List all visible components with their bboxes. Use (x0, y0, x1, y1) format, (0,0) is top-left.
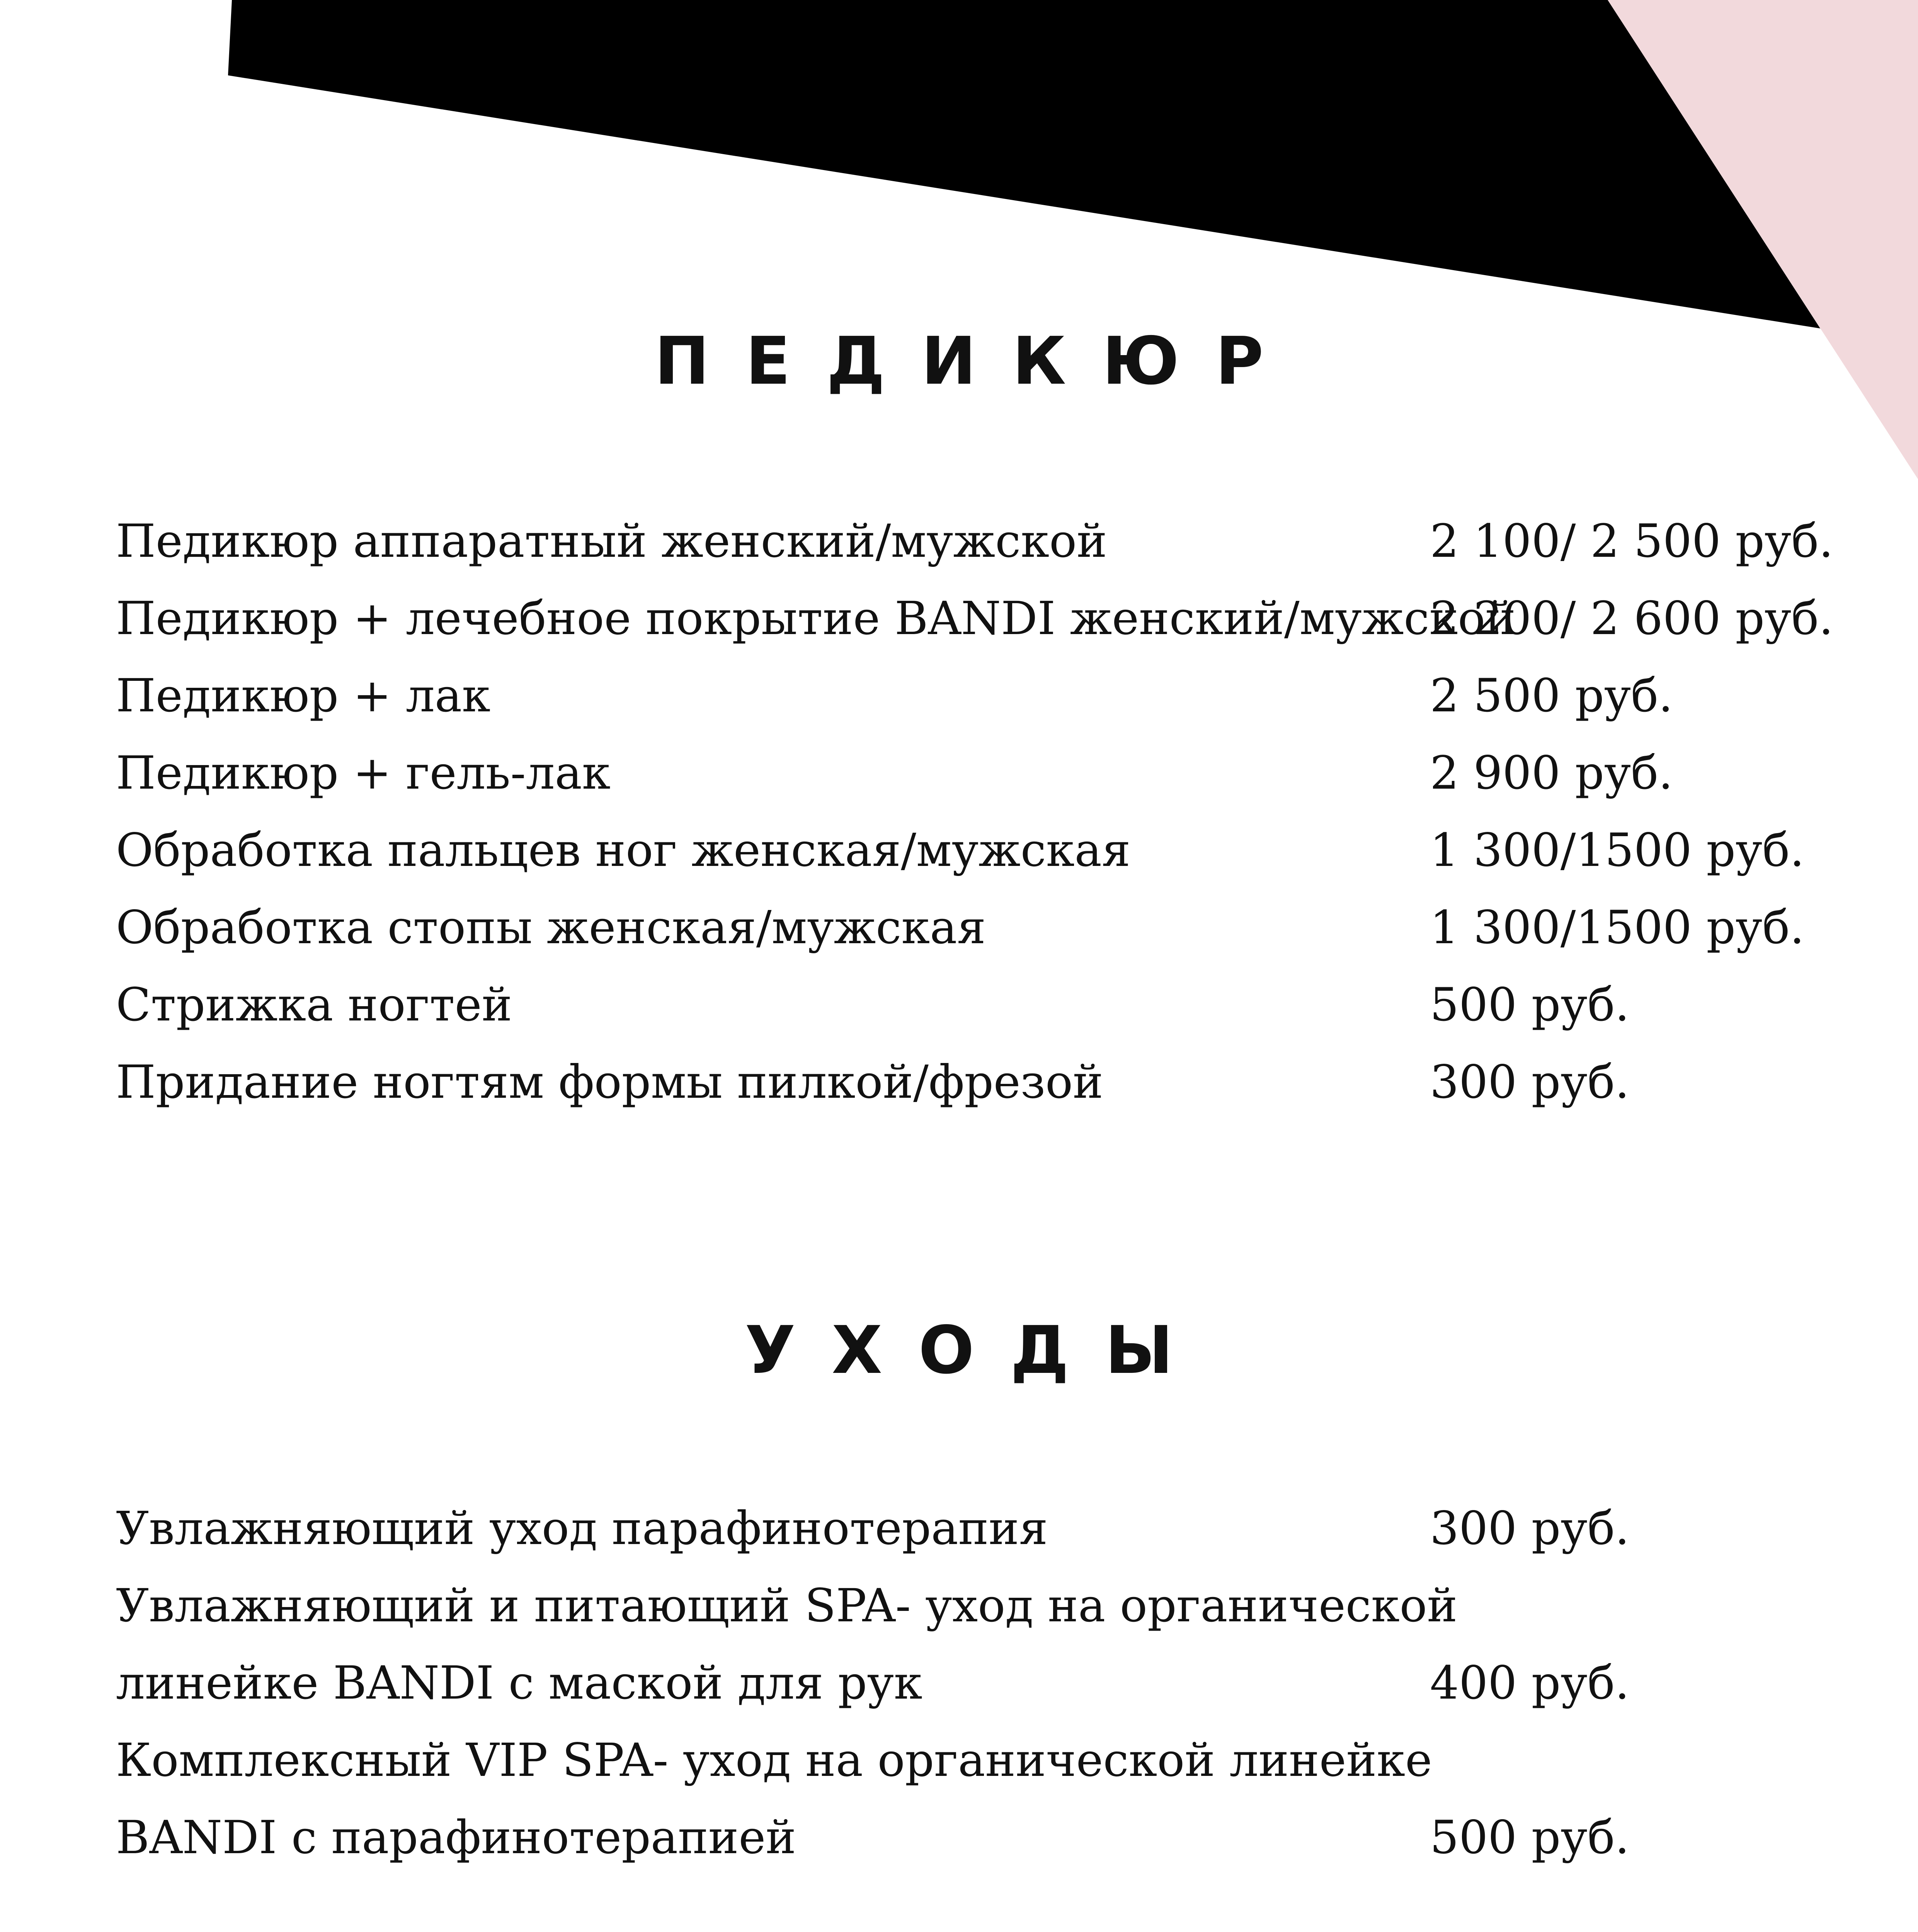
service-name: Стрижка ногтей (116, 978, 512, 1031)
list-item (116, 657, 1816, 734)
service-price: 500 руб. (1430, 978, 1630, 1031)
service-name: Педикюр + гель-лак (116, 746, 611, 799)
list-item (116, 734, 1816, 811)
care-heading: УХОДЫ (745, 1312, 1210, 1389)
care-price-list (116, 1490, 1816, 1876)
service-price: 2 500 руб. (1430, 669, 1673, 722)
service-name: Педикюр + лечебное покрытие BANDI женский/мужской (116, 592, 1516, 645)
service-price: 2 100/ 2 500 руб. (1430, 514, 1833, 568)
service-price: 2 900 руб. (1430, 746, 1673, 799)
list-item (116, 1490, 1816, 1567)
service-price: 500 руб. (1430, 1811, 1630, 1864)
service-price: 300 руб. (1430, 1055, 1630, 1109)
service-name: Придание ногтям формы пилкой/фрезой (116, 1055, 1103, 1109)
list-item (116, 811, 1816, 889)
service-name: Комплексный VIP SPA- уход на органической линейке (116, 1733, 1432, 1787)
service-name: Обработка стопы женская/мужская (116, 901, 986, 954)
service-name: BANDI с парафинотерапией (116, 1811, 796, 1864)
pedicure-heading: ПЕДИКЮР (654, 323, 1300, 400)
top-black-band (228, 0, 1820, 328)
pedicure-price-list (116, 502, 1833, 1121)
list-item (116, 580, 1833, 657)
list-item (116, 1644, 1816, 1721)
service-price: 400 руб. (1430, 1656, 1630, 1709)
service-price: 2 200/ 2 600 руб. (1430, 592, 1833, 645)
list-item (116, 1567, 1816, 1644)
list-item (116, 1043, 1816, 1121)
list-item (116, 502, 1833, 580)
service-name: линейке BANDI с маской для рук (116, 1656, 922, 1709)
service-name: Педикюр аппаратный женский/мужской (116, 514, 1107, 568)
list-item (116, 1721, 1816, 1799)
service-price: 1 300/1500 руб. (1430, 901, 1804, 954)
service-price: 1 300/1500 руб. (1430, 823, 1804, 877)
service-name: Обработка пальцев ног женская/мужская (116, 823, 1131, 877)
list-item (116, 889, 1816, 966)
service-name: Педикюр + лак (116, 669, 491, 722)
service-name: Увлажняющий и питающий SPA- уход на органической (116, 1579, 1458, 1632)
service-price: 300 руб. (1430, 1502, 1630, 1555)
service-name: Увлажняющий уход парафинотерапия (116, 1502, 1048, 1555)
list-item (116, 966, 1816, 1043)
list-item (116, 1799, 1816, 1876)
